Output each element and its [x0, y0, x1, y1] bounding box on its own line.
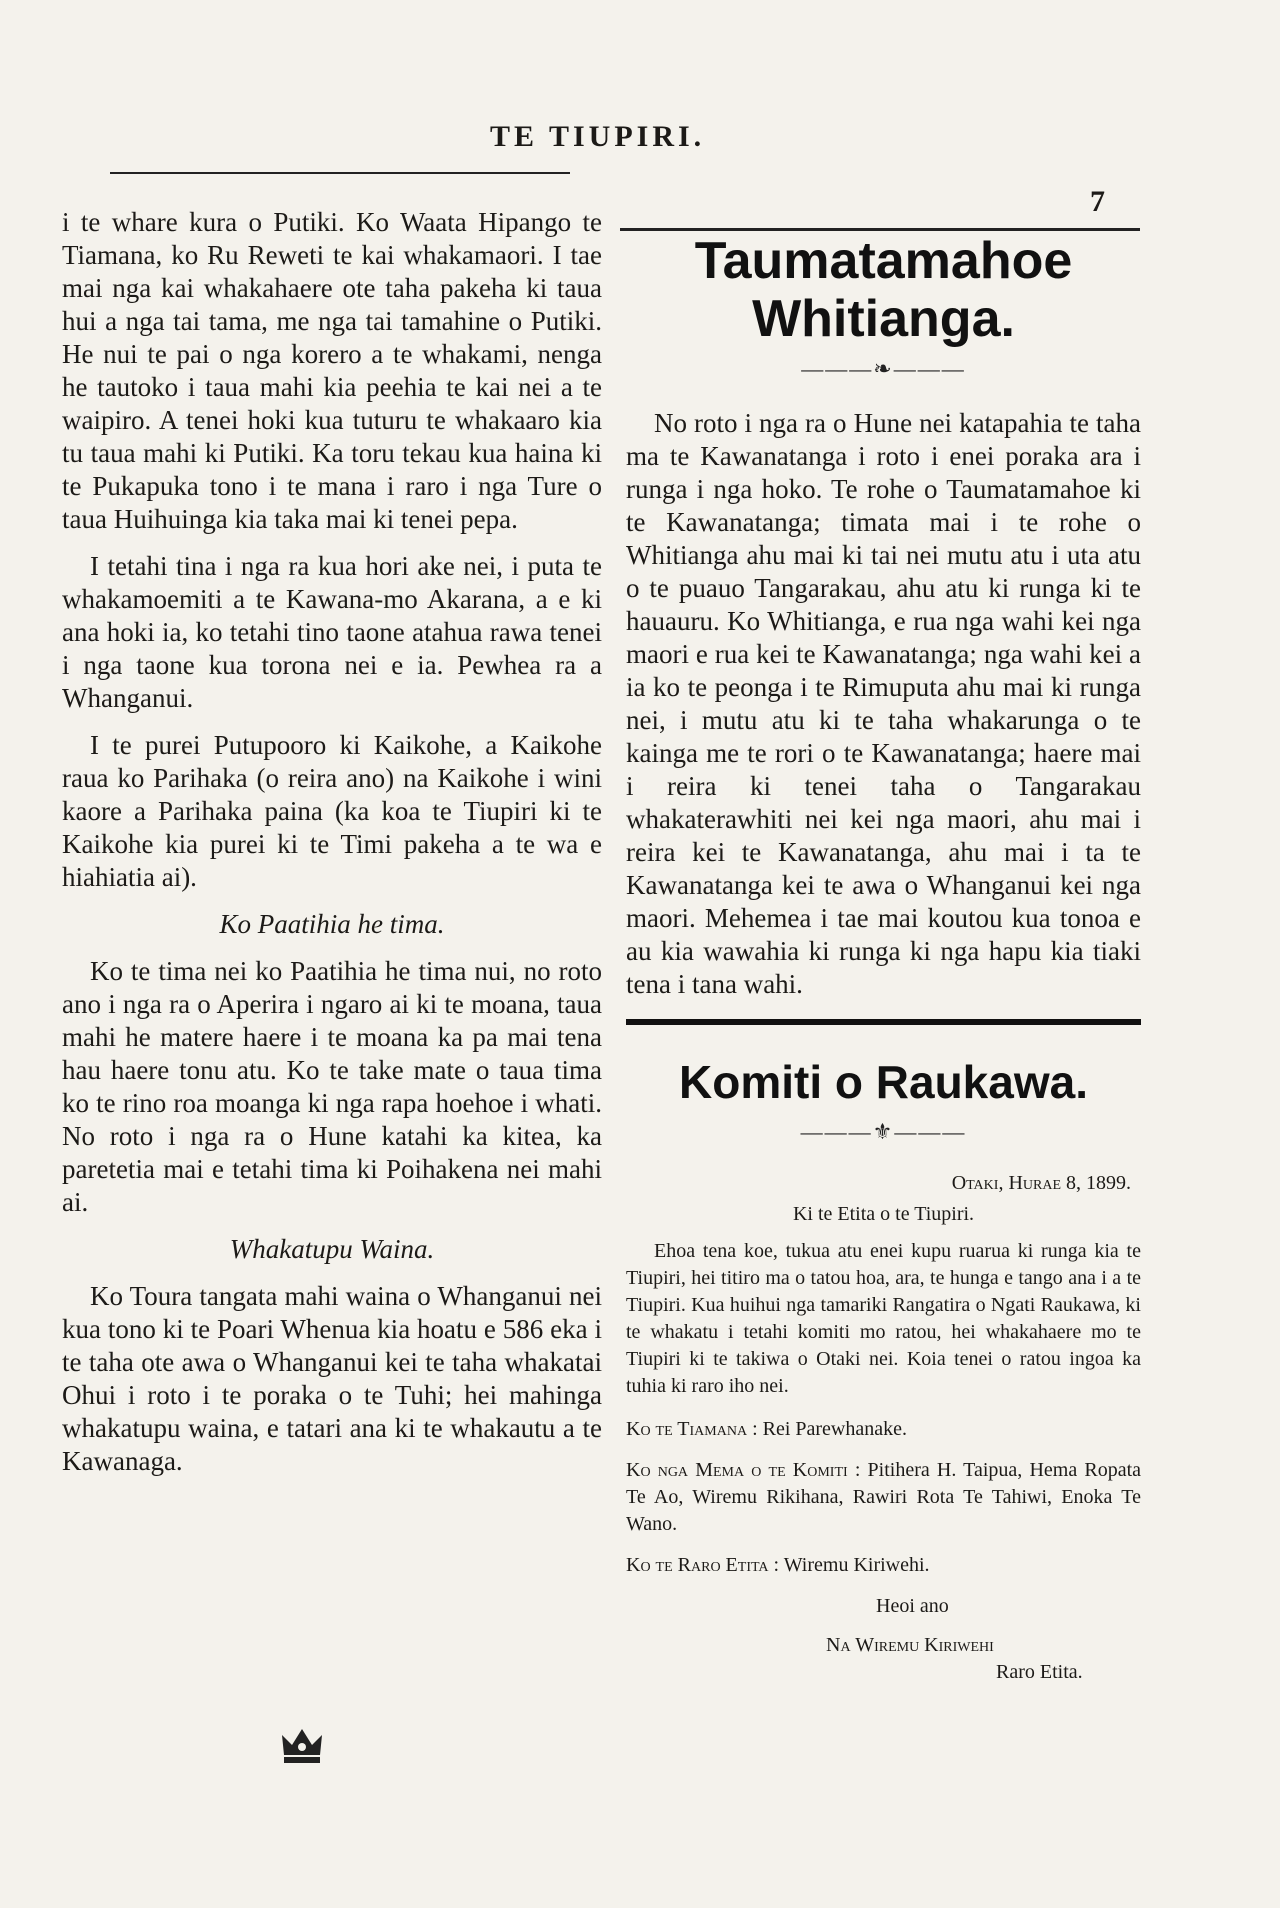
header-rule-left [110, 172, 570, 174]
sub-editor-label: Ko te Raro Etita : [626, 1554, 780, 1576]
letter-addressee: Ki te Etita o te Tiupiri. [792, 1203, 975, 1225]
crown-emblem-icon [278, 1725, 326, 1769]
header-rule-right [620, 228, 1140, 231]
letter-body: Ehoa tena koe, tukua atu enei kupu ruarua ki runga kia te Tiupiri, hei titiro ma o tatou hoa, ara, te hunga e tango ana i a te Tiupiri. Kua huihui nga tamariki Rangatira o Ngati Raukawa, ki te whakatu i tetahi komiti mo ratou, hei whakahaere mo te Tiupiri ki te takiwa o Otaki nei. Koia tenei o ratou ingoa ka tuhia ki raro iho nei. [626, 1240, 1141, 1397]
sub-editor-line [626, 1552, 1141, 1579]
subheading-waina: Whakatupu Waina. [229, 1234, 435, 1264]
committee-letter [626, 1170, 1141, 1686]
subheading-paatihia: Ko Paatihia he tima. [219, 909, 445, 939]
ornament-divider-icon: ———❧——— [801, 356, 966, 381]
section-divider [626, 1019, 1141, 1025]
letter-closing: Heoi ano [876, 1595, 949, 1617]
letter-signature-title: Raro Etita. [996, 1661, 1083, 1683]
ornament-divider-icon: ———⚜——— [800, 1119, 967, 1144]
members-label: Ko nga Mema o te Komiti : [626, 1459, 861, 1481]
members-names: Pitihera H. Taipua, Hema Ropata Te Ao, Wiremu Rikihana, Rawiri Rota Te Tahiwi, Enoka Te Wano. [626, 1459, 1142, 1535]
article-paragraph: Ko Toura tangata mahi waina o Whanganui nei kua tono ki te Poari Whenua kia hoatu e 586 eka i te taha ote awa o Whanganui kei te taha whakatai Ohui i roto i te poraka o te Tuhi; hei mahinga whakatupu waina, e tatari ana ki te whakautu a te Kawanaga. [62, 1281, 602, 1476]
page-number: 7 [1090, 185, 1105, 218]
article-paragraph: I tetahi tina i nga ra kua hori ake nei, i puta te whakamoemiti a te Kawana-mo Akarana, a e ki ana hoki ia, ko tetahi tino taone atahua rawa tenei i nga taone kua torona nei e ia. Pewhea ra a Whanganui. [62, 551, 602, 713]
article-paragraph: No roto i nga ra o Hune nei katapahia te taha ma te Kawanatanga i roto i enei poraka ara i runga i nga hoko. Te rohe o Taumatamahoe ki te Kawanatanga; timata mai i te rohe o Whitianga ahu mai ki tai nei mutu atu i uta atu o te puauo Tangarakau, ahu atu ki runga ki te hauauru. Ko Whitianga, e rua nga wahi kei nga maori e rua kei te Kawanatanga; nga wahi kei a ia ko te peonga i te Rimuputa ahu mai ki runga nei, i mutu atu ki te taha whakarunga o te kainga me te rori o te Kawanatanga; haere mai i reira ki tenei taha o Tangarakau whakaterawhiti nei kei nga maori, ahu mai i reira kei te Kawanatanga, ahu mai i ta te Kawanatanga kei te awa o Whanganui kei nga maori. Mehemea i tae mai koutou kua tonoa e au kia wawahia ki runga ki nga hapu kia tiaki tena i tana wahi. [626, 408, 1141, 999]
article-paragraph: Ko te tima nei ko Paatihia he tima nui, no roto ano i nga ra o Aperira i ngaro ai ki te moana, taua mahi he matere haere i te moana ka pa mai tena hau haere tonu atu. Ko te take mate o taua tima ko te rino roa moanga ki nga rapa hoehoe i whati. No roto i nga ra o Hune katahi ka kitea, ka paretetia mai e tetahi tima ki Poihakena nei mahi ai. [62, 956, 602, 1217]
sub-editor-name: Wiremu Kiriwehi. [783, 1554, 930, 1576]
chairman-label: Ko te Tiamana : [626, 1418, 758, 1440]
members-line [626, 1457, 1141, 1538]
article-paragraph: i te whare kura o Putiki. Ko Waata Hipango te Tiamana, ko Ru Reweti te kai whakamaori. I tae mai nga kai whakahaere ote taha pakeha ki taua hui a nga tai tama, me nga tai tamahine o Putiki. He nui te pai o nga korero a te whakami, nenga he tautoko i taua mahi kia peehia te kai nei a te waipiro. A tenei hoki kua tuturu te whakaaro kia tu taua mahi ki Putiki. Ka toru tekau kua haina ki te Pukapuka tono i te mana i raro i nga Ture o taua Huihuinga kia taka mai ki tenei pepa. [62, 207, 602, 534]
letter-date: Otaki, Hurae 8, 1899. [951, 1172, 1131, 1194]
publication-title: TE TIUPIRI. [490, 120, 706, 153]
chairman-line [626, 1416, 1141, 1443]
article-paragraph: I te purei Putupooro ki Kaikohe, a Kaikohe raua ko Parihaka (o reira ano) na Kaikohe i wini kaore a Parihaka paina (ka koa te Tiupiri ki te Kaikohe kia purei ki te Timi pakeha a te wa e hiahiatia ai). [62, 730, 602, 892]
section-title-komiti: Komiti o Raukawa. [679, 1056, 1088, 1108]
letter-signature: Na Wiremu Kiriwehi [826, 1634, 994, 1656]
chairman-name: Rei Parewhanake. [762, 1418, 908, 1440]
right-column [626, 232, 1141, 1686]
left-column [62, 206, 602, 1492]
section-title-taumatamahoe: Taumatamahoe Whitianga. [694, 232, 1073, 348]
